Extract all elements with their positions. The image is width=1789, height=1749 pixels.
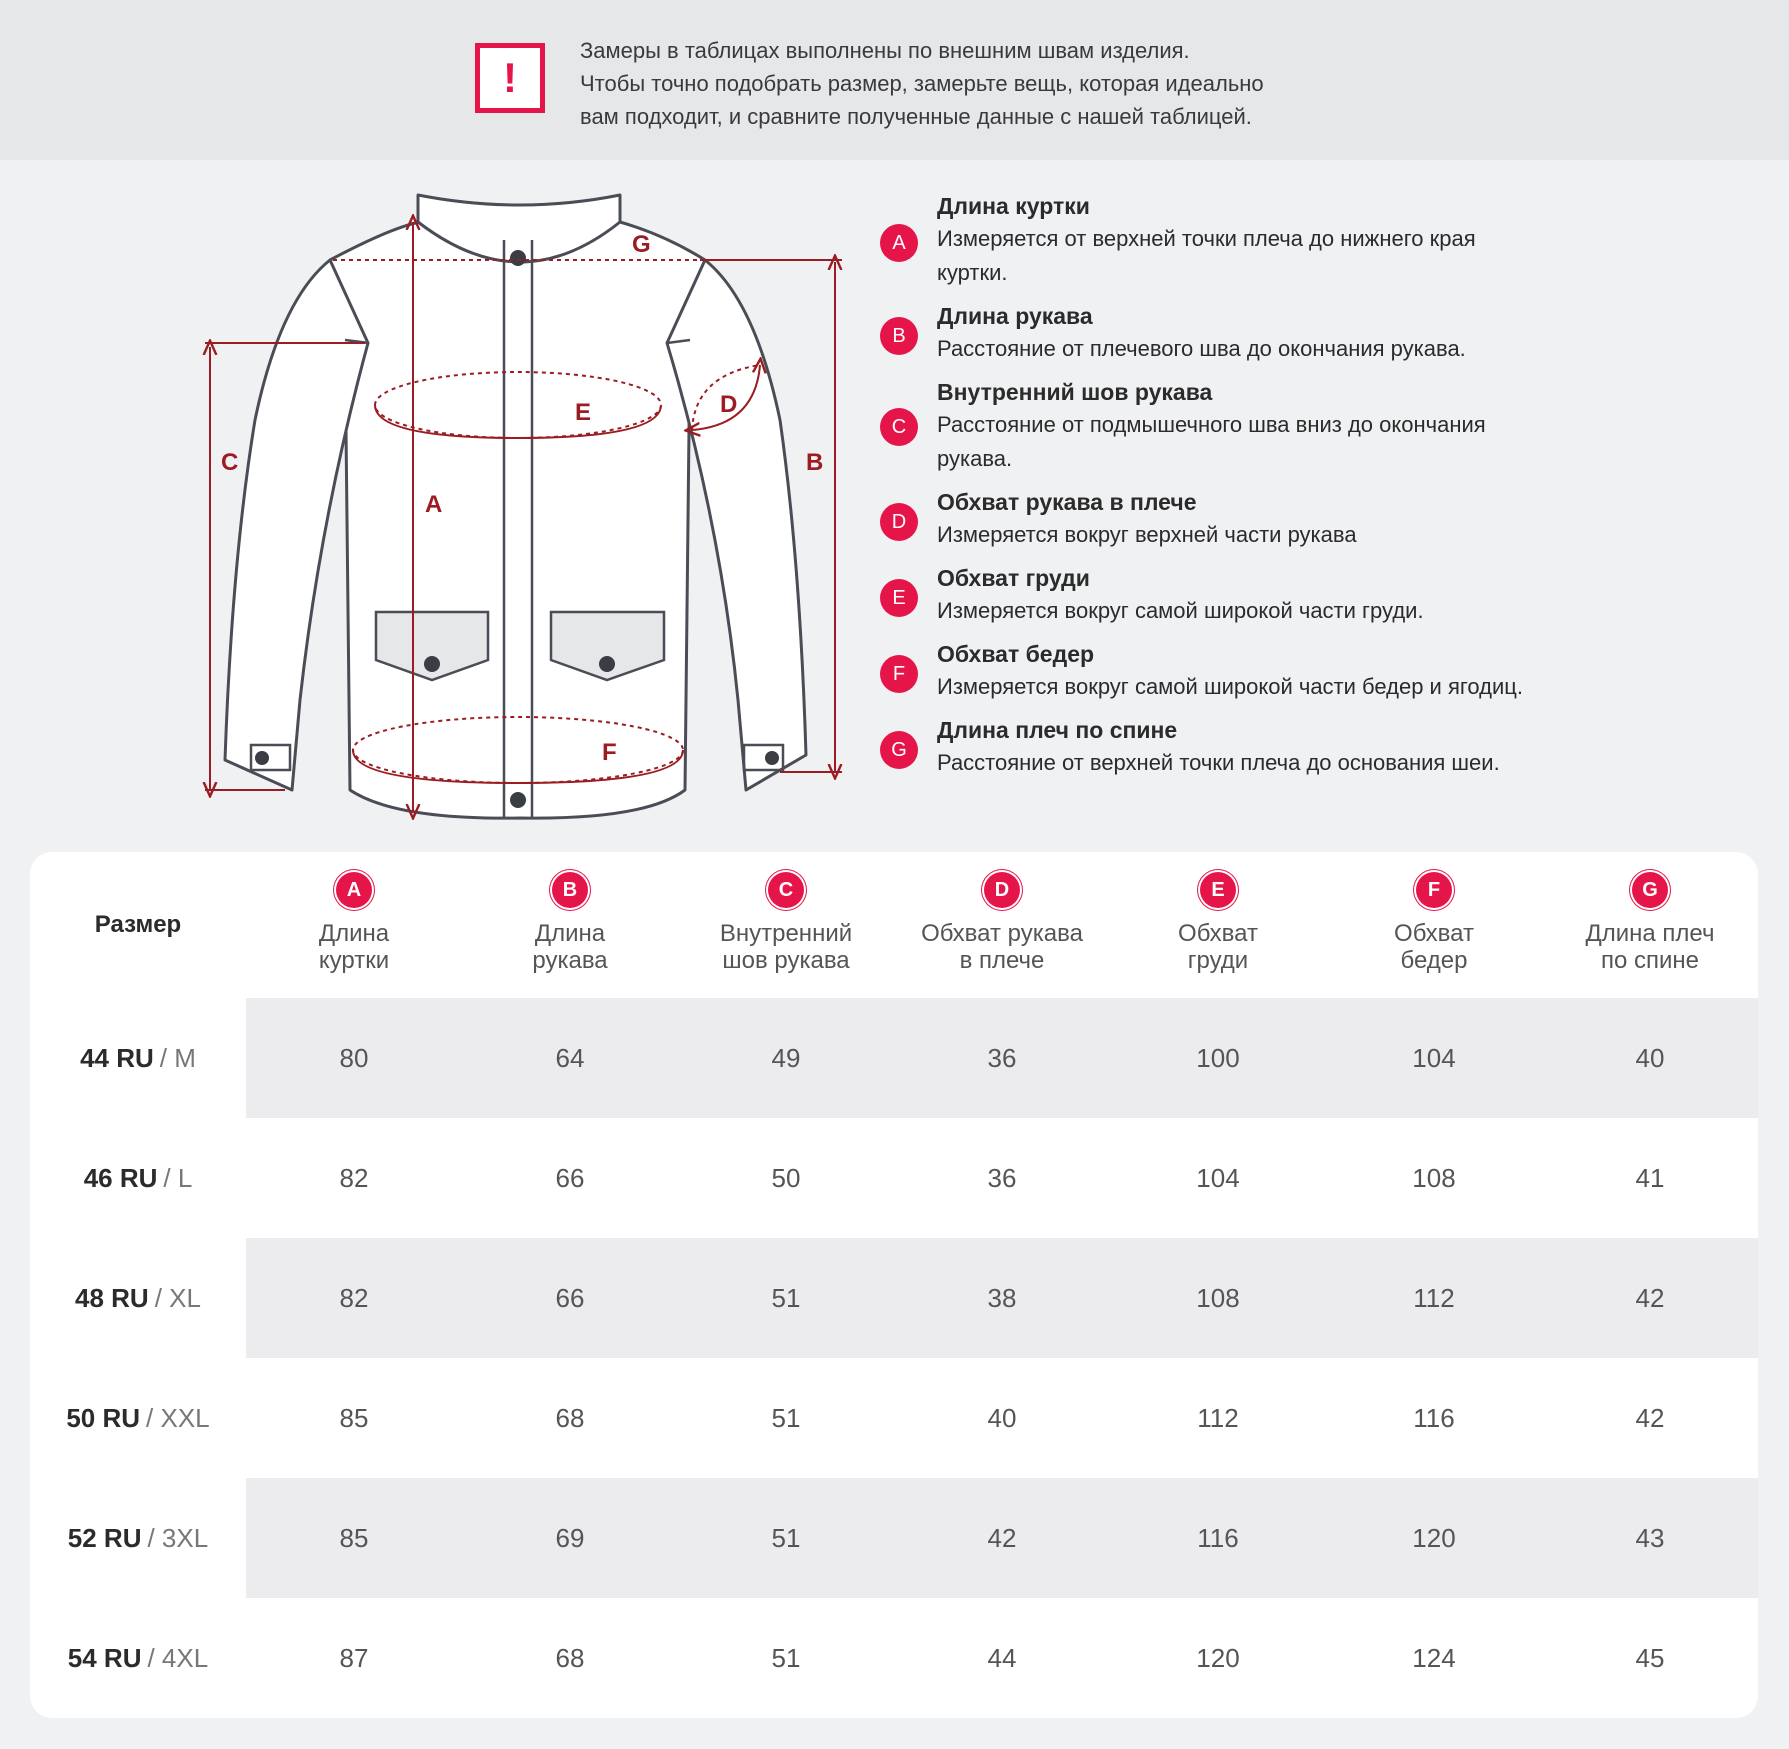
column-label: Длина (534, 920, 606, 947)
table-cell: 50 (771, 1162, 801, 1193)
legend-title: Обхват рукава в плече (937, 489, 1197, 515)
table-cell: 36 (987, 1162, 1017, 1193)
table-cell: 42 (1635, 1282, 1665, 1313)
table-cell: 124 (1412, 1642, 1456, 1673)
diagram-label-a: A (425, 491, 443, 518)
legend-title: Обхват бедер (937, 641, 1095, 667)
table-cell: 116 (1197, 1522, 1239, 1553)
legend-item-b (880, 300, 1710, 366)
legend-badge: F (880, 655, 918, 693)
table-row (30, 1238, 1758, 1358)
table-cell: 49 (771, 1042, 801, 1073)
exclamation-icon: ! (475, 43, 545, 113)
legend-item-e (880, 562, 1710, 628)
column-badge: D (984, 872, 1020, 908)
table-row (30, 998, 1758, 1118)
legend-title: Внутренний шов рукава (937, 379, 1213, 405)
table-cell: 85 (339, 1522, 369, 1553)
diagram-label-b: B (806, 449, 824, 476)
table-cell: 51 (771, 1522, 801, 1553)
jacket-diagram (200, 180, 880, 830)
table-cell: 51 (771, 1282, 801, 1313)
table-row (30, 1358, 1758, 1478)
table-cell: 43 (1635, 1522, 1665, 1553)
column-badge: F (1416, 872, 1452, 908)
column-header-e (1110, 872, 1326, 974)
legend-item-d (880, 486, 1710, 552)
size-ru: 48 RU (75, 1282, 149, 1313)
table-cell: 108 (1412, 1162, 1456, 1193)
legend-title: Длина рукава (937, 303, 1093, 329)
column-badge: C (768, 872, 804, 908)
table-cell: 85 (339, 1402, 369, 1433)
table-cell: 120 (1412, 1522, 1456, 1553)
legend-desc: рукава. (937, 446, 1013, 471)
table-cell: 100 (1196, 1042, 1240, 1073)
column-header-b (462, 872, 678, 974)
column-header-a (246, 872, 462, 974)
legend-desc: Измеряется вокруг самой широкой части бедер и ягодиц. (937, 674, 1524, 699)
legend-item-a (880, 190, 1710, 290)
notice-line: Замеры в таблицах выполнены по внешним швам изделия. (580, 38, 1190, 63)
size-cell (30, 1598, 246, 1718)
column-label: груди (1187, 947, 1249, 974)
size-international: / XXL (146, 1402, 210, 1433)
column-label: Обхват (1178, 920, 1258, 947)
notice-line: вам подходит, и сравните полученные данные с нашей таблицей. (580, 104, 1252, 129)
legend-badge: E (880, 579, 918, 617)
legend-desc: куртки. (937, 260, 1008, 285)
jacket-illustration (200, 180, 880, 830)
column-label: шов рукава (722, 947, 850, 974)
size-cell (30, 1238, 246, 1358)
diagram-label-e: E (575, 399, 592, 426)
table-cell: 42 (1635, 1402, 1665, 1433)
table-cell: 87 (339, 1642, 369, 1673)
table-cell: 69 (555, 1522, 585, 1553)
table-cell: 112 (1197, 1402, 1239, 1433)
legend-title: Обхват груди (937, 565, 1090, 591)
legend-badge: C (880, 408, 918, 446)
column-label: в плече (959, 947, 1045, 974)
column-label: Длина (318, 920, 390, 947)
legend-desc: Расстояние от плечевого шва до окончания рукава. (937, 336, 1466, 361)
size-ru: 52 RU (67, 1522, 142, 1553)
legend-desc: Расстояние от верхней точки плеча до основания шеи. (937, 750, 1500, 775)
size-cell (30, 998, 246, 1118)
table-cell: 38 (987, 1282, 1017, 1313)
table-cell: 68 (555, 1402, 585, 1433)
size-international: / XL (154, 1282, 201, 1313)
column-header-f (1326, 872, 1542, 974)
diagram-label-f: F (602, 739, 617, 766)
legend-badge: G (880, 731, 918, 769)
size-ru: 50 RU (66, 1402, 141, 1433)
table-cell: 40 (987, 1402, 1017, 1433)
table-cell: 108 (1196, 1282, 1240, 1313)
legend-desc: Измеряется вокруг самой широкой части груди. (937, 598, 1424, 623)
legend-desc: Расстояние от подмышечного шва вниз до окончания (937, 412, 1486, 437)
column-label: куртки (318, 947, 390, 974)
size-international: / 3XL (147, 1522, 209, 1553)
size-ru: 46 RU (83, 1162, 158, 1193)
legend-item-c (880, 376, 1710, 476)
column-label: Обхват (1394, 920, 1474, 947)
size-table (30, 852, 1758, 1718)
column-label: Внутренний (719, 920, 853, 947)
table-cell: 42 (987, 1522, 1017, 1553)
table-row (30, 1118, 1758, 1238)
legend-item-g (880, 714, 1710, 780)
table-cell: 51 (771, 1402, 801, 1433)
table-cell: 64 (555, 1042, 585, 1073)
size-ru: 44 RU (80, 1042, 154, 1073)
column-label: по спине (1600, 947, 1699, 974)
diagram-label-d: D (720, 391, 738, 418)
column-badge: A (336, 872, 372, 908)
table-cell: 120 (1196, 1642, 1240, 1673)
table-cell: 82 (339, 1162, 369, 1193)
measurement-legend (880, 190, 1710, 790)
column-header-c (678, 872, 894, 974)
table-header (30, 852, 1758, 998)
size-cell (30, 1478, 246, 1598)
legend-badge: A (880, 224, 918, 262)
column-label: бедер (1400, 947, 1468, 974)
table-cell: 82 (339, 1282, 369, 1313)
diagram-label-c: C (221, 449, 239, 476)
table-cell: 104 (1412, 1042, 1456, 1073)
table-cell: 44 (987, 1642, 1017, 1673)
table-cell: 116 (1413, 1402, 1455, 1433)
table-cell: 68 (555, 1642, 585, 1673)
column-badge: B (552, 872, 588, 908)
column-label: Длина плеч (1585, 920, 1715, 947)
column-badge: E (1200, 872, 1236, 908)
notice-line: Чтобы точно подобрать размер, замерьте вещь, которая идеально (580, 71, 1264, 96)
column-label: рукава (532, 947, 608, 974)
legend-badge: D (880, 503, 918, 541)
size-column-header: Размер (94, 911, 182, 938)
legend-title: Длина плеч по спине (937, 717, 1178, 743)
table-row (30, 1478, 1758, 1598)
table-cell: 80 (339, 1042, 369, 1073)
table-cell: 36 (987, 1042, 1017, 1073)
table-cell: 51 (771, 1642, 801, 1673)
table-cell: 45 (1635, 1642, 1665, 1673)
legend-badge: B (880, 317, 918, 355)
size-international: / M (159, 1042, 196, 1073)
table-cell: 66 (555, 1162, 585, 1193)
column-header-g (1542, 872, 1758, 974)
table-cell: 104 (1196, 1162, 1240, 1193)
legend-desc: Измеряется вокруг верхней части рукава (937, 522, 1357, 547)
column-header-d (894, 872, 1110, 974)
legend-desc: Измеряется от верхней точки плеча до нижнего края (937, 226, 1476, 251)
size-cell (30, 1358, 246, 1478)
column-label: Обхват рукава (921, 920, 1083, 947)
table-cell: 112 (1413, 1282, 1455, 1313)
diagram-label-g: G (632, 231, 651, 258)
table-cell: 41 (1635, 1162, 1665, 1193)
legend-item-f (880, 638, 1710, 704)
size-international: / 4XL (147, 1642, 209, 1673)
column-badge: G (1632, 872, 1668, 908)
notice-banner (0, 0, 1789, 160)
table-cell: 66 (555, 1282, 585, 1313)
notice-text (580, 34, 1480, 133)
legend-title: Длина куртки (937, 193, 1090, 219)
table-row (30, 1598, 1758, 1718)
size-ru: 54 RU (67, 1642, 142, 1673)
size-cell (30, 1118, 246, 1238)
size-international: / L (163, 1162, 193, 1193)
table-cell: 40 (1635, 1042, 1665, 1073)
